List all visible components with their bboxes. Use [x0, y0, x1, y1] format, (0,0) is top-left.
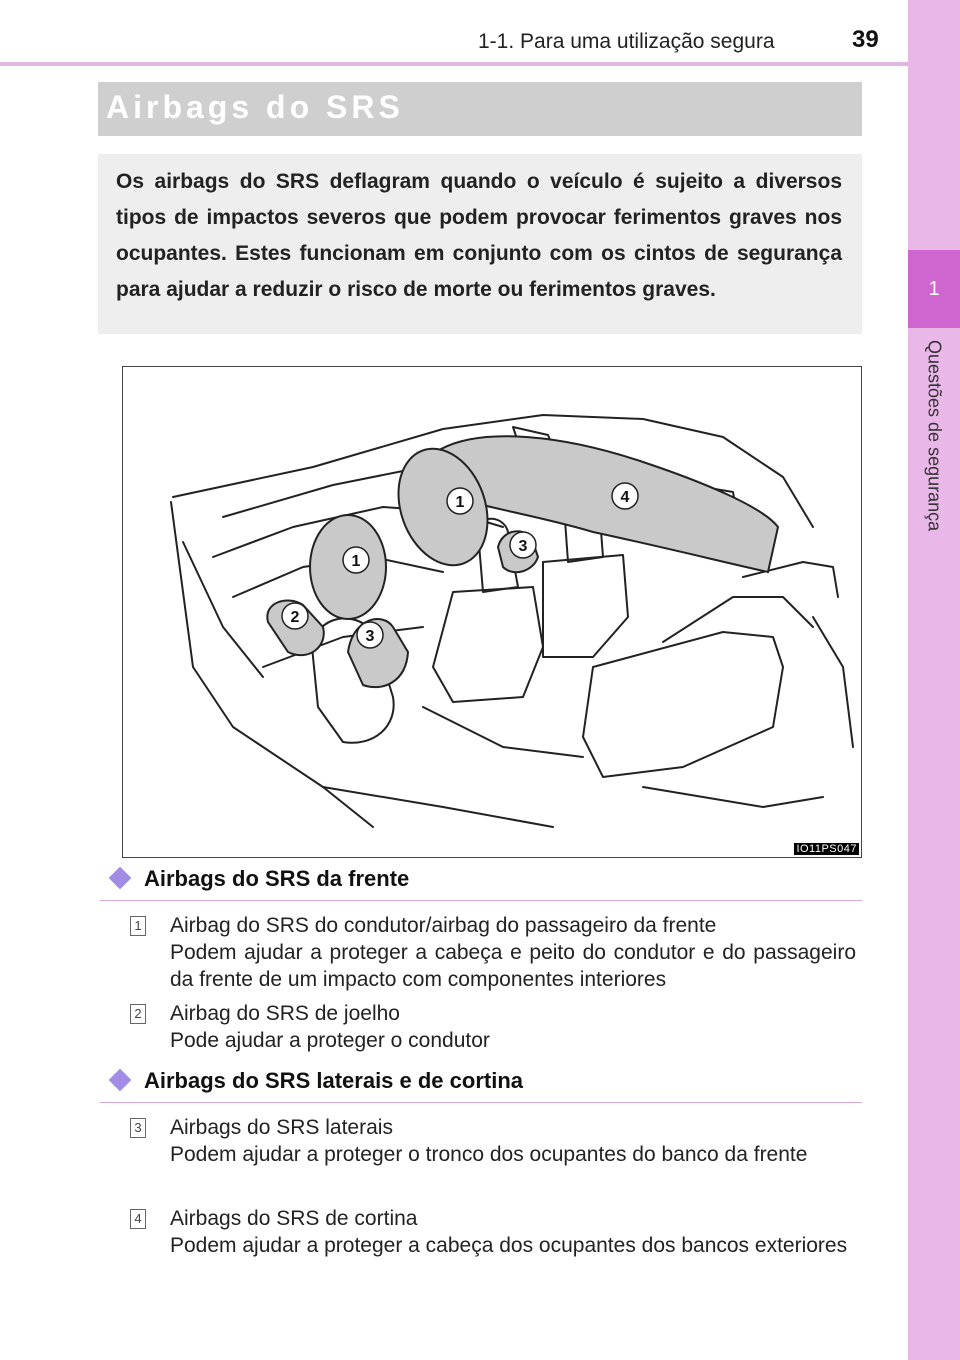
item-name: Airbag do SRS de joelho — [170, 1002, 400, 1025]
chapter-tab — [908, 0, 960, 1360]
svg-text:3: 3 — [365, 628, 375, 645]
section-heading-side — [100, 1068, 862, 1103]
item-number: 1 — [130, 916, 146, 936]
diamond-bullet-icon — [109, 867, 132, 890]
section-title: Airbags do SRS laterais e de cortina — [144, 1068, 524, 1093]
svg-text:4: 4 — [620, 489, 630, 506]
section-heading-front — [100, 866, 862, 901]
svg-text:1: 1 — [351, 553, 361, 570]
header-rule — [0, 62, 908, 66]
item-name: Airbag do SRS do condutor/airbag do passageiro da frente — [170, 914, 717, 937]
item-name: Airbags do SRS laterais — [170, 1116, 393, 1139]
item-description: Pode ajudar a proteger o condutor — [170, 1029, 490, 1052]
item-description: Podem ajudar a proteger a cabeça dos ocupantes dos bancos exteriores — [170, 1234, 848, 1257]
svg-text:3: 3 — [518, 538, 528, 555]
diamond-bullet-icon — [109, 1069, 132, 1092]
chapter-number: 1 — [908, 250, 960, 328]
item-number: 2 — [130, 1004, 146, 1024]
airbag-illustration — [122, 366, 862, 858]
curtain-airbag — [441, 436, 778, 572]
item-description: Podem ajudar a proteger a cabeça e peito do condutor e do passageiro da frente de um impacto com componentes interiores — [170, 941, 856, 991]
title-bar — [98, 82, 862, 136]
svg-text:2: 2 — [290, 609, 300, 626]
item-number: 3 — [130, 1118, 146, 1138]
callout-3-passenger — [510, 532, 536, 558]
callout-4 — [612, 483, 638, 509]
item-number: 4 — [130, 1209, 146, 1229]
callout-1-passenger — [447, 488, 473, 514]
figure-code: IO11PS047 — [796, 843, 857, 855]
item-description: Podem ajudar a proteger o tronco dos ocupantes do banco da frente — [170, 1143, 808, 1166]
running-header-section: 1-1. Para uma utilização segura — [478, 30, 775, 53]
callout-2 — [282, 603, 308, 629]
item-name: Airbags do SRS de cortina — [170, 1207, 418, 1230]
page-title: Airbags do SRS — [106, 89, 404, 125]
section-title: Airbags do SRS da frente — [144, 866, 410, 891]
svg-text:1: 1 — [455, 494, 465, 511]
chapter-title: Questões de segurança — [924, 340, 945, 532]
car-interior-drawing — [123, 367, 861, 857]
page-number: 39 — [852, 26, 879, 53]
callout-1-driver — [343, 547, 369, 573]
intro-paragraph: Os airbags do SRS deflagram quando o veículo é sujeito a diversos tipos de impactos severos que podem provocar ferimentos graves nos ocupantes. Estes funcionam em conjunto com os cintos de segurança para ajudar a reduzir o risco de morte ou ferimentos graves. — [98, 154, 862, 334]
callout-3-driver — [357, 622, 383, 648]
